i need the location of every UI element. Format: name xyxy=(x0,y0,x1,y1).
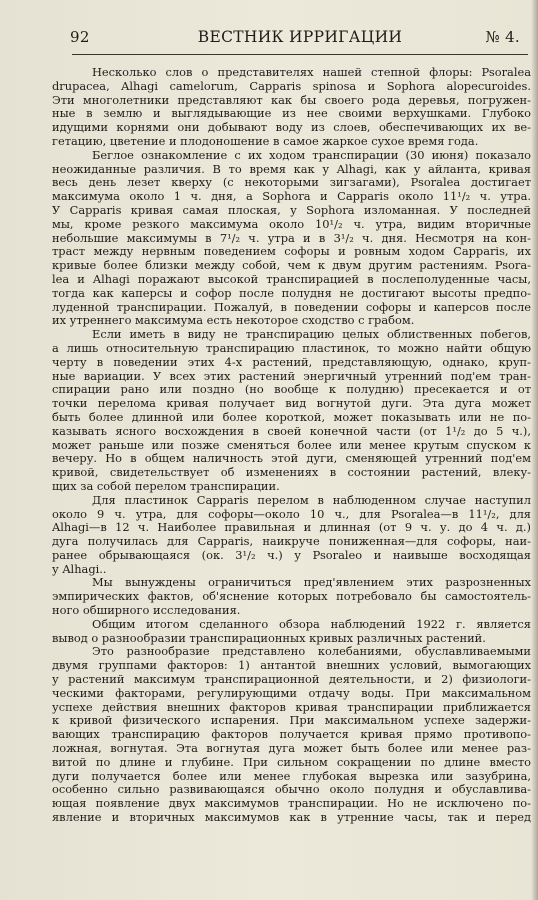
text-line: явление и вторичных максимумов как в утренние часы, так и перед xyxy=(52,811,531,825)
text-line: Если иметь в виду не транспирацию целых облиственных побегов, xyxy=(92,328,531,342)
text-line: луденной транспирации. Пожалуй, в поведении софоры и каперсов после xyxy=(52,300,531,314)
issue-number: № 4. xyxy=(485,28,520,46)
text-line: вечеру. Но в общем наличность этой дуги, сменяющей утренний под'ем xyxy=(52,452,531,466)
text-line: эмпирических фактов, об'яснение которых потребовало бы самостоятель- xyxy=(52,590,531,604)
text-line: ные вариации. У всех этих растений энергичный утренний под'ем тран- xyxy=(52,369,531,383)
article-body xyxy=(52,66,531,825)
text-line: их утреннего максимума есть некоторое сходство с грабом. xyxy=(52,314,415,328)
text-line: Для пластинок Capparis перелом в наблюденном случае наступил xyxy=(92,493,531,507)
text-line: гетацию, цветение и плодоношение в самое жаркое сухое время года. xyxy=(52,134,479,148)
text-line: у растений максимум транспирационной деятельности, и 2) физиологи- xyxy=(52,673,531,687)
text-line: у Alhagi.. xyxy=(52,562,107,576)
text-line: точки перелома кривая получает вид вогнутой дуги. Эта дуга может xyxy=(52,397,531,411)
text-line: щих за собой перелом транспирации. xyxy=(52,479,280,493)
text-line: drupacea, Alhagi camelorum, Capparis spinosa и Sophora alopecuroides. xyxy=(52,79,531,93)
text-line: кривой, свидетельствует об изменениях в состоянии растений, влеку- xyxy=(52,466,531,480)
text-line: к кривой физического испарения. При максимальном успехе задержи- xyxy=(52,714,531,728)
text-line: ранее обрывающаяся (ок. 3¹/₂ ч.) у Psoraleo и наивыше восходящая xyxy=(52,548,531,562)
text-line: Это разнообразие представлено колебаниями, обуславливаемыми xyxy=(92,645,531,659)
text-line: двумя группами факторов: 1) антантой внешних условий, вымогающих xyxy=(52,659,531,673)
text-line: быть более длинной или более короткой, может показывать или не по- xyxy=(52,410,531,424)
page-number: 92 xyxy=(70,28,90,46)
text-line: вывод о разнообразии транспирационных кривых различных растений. xyxy=(52,631,486,645)
text-line: неожиданные различия. В то время как у Alhagi, как у айланта, кривая xyxy=(52,162,531,176)
text-line: траст между нервным поведением софоры и ровным ходом Capparis, их xyxy=(52,245,531,259)
text-line: lea и Alhagi поражают высокой транспирацией в послеполуденные часы, xyxy=(52,272,531,286)
page-edge-shadow xyxy=(531,0,538,900)
text-line: может раньше или позже сменяться более или менее крутым спуском к xyxy=(52,438,531,452)
text-line: У Capparis кривая самая плоская, у Sophora изломанная. У последней xyxy=(52,203,531,217)
text-line: спирации рано или поздно (но вообще к полудню) пресекается и от xyxy=(52,383,531,397)
text-line: особенно сильно развивающаяся обычно около полудня и обуславлива- xyxy=(52,783,531,797)
text-line: ческими факторами, регулирующими отдачу воды. При максимальном xyxy=(52,686,531,700)
text-line: Alhagi—в 12 ч. Наиболее правильная и длинная (от 9 ч. у. до 4 ч. д.) xyxy=(52,521,531,535)
text-line: успехе действия внешних факторов кривая транспирации приближается xyxy=(52,700,531,714)
text-line: весь день лезет кверху (с некоторыми зигзагами), Psoralea достигает xyxy=(52,176,531,190)
text-line: ные в землю и выглядывающие из нее своими верхушками. Глубоко xyxy=(52,107,531,121)
text-line: дуги получается более или менее глубокая вырезка или зазубрина, xyxy=(52,769,531,783)
text-line: дуга получилась для Capparis, наикруче пониженная—для софоры, наи- xyxy=(52,535,531,549)
text-line: идущими корнями они добывают воду из слоев, обеспечивающих их ве- xyxy=(52,121,531,135)
journal-title: ВЕСТНИК ИРРИГАЦИИ xyxy=(197,28,403,46)
text-line: ложная, вогнутая. Эта вогнутая дуга может быть более или менее раз- xyxy=(52,742,531,756)
text-line: Общим итогом сделанного обзора наблюдений 1922 г. является xyxy=(92,617,531,631)
text-line: небольшие максимумы в 7¹/₂ ч. утра и в 3¹/₂ ч. дня. Несмотря на кон- xyxy=(52,231,531,245)
text-line: Эти многолетники представляют как бы своего рода деревья, погружен- xyxy=(52,93,531,107)
text-line: Беглое ознакомление с их ходом транспирации (30 июня) показало xyxy=(92,148,531,162)
text-line: вающих транспирацию факторов получается кривая прямо противопо- xyxy=(52,728,531,742)
text-line: около 9 ч. утра, для софоры—около 10 ч., для Psoralea—в 11¹/₂, для xyxy=(52,507,531,521)
text-line: казывать ясного восхождения в своей конечной части (от 1¹/₂ до 5 ч.), xyxy=(52,424,531,438)
page-header xyxy=(70,28,530,52)
text-line: Мы вынуждены ограничиться пред'явлением этих разрозненных xyxy=(92,576,531,590)
header-rule xyxy=(72,54,528,55)
text-line: черту в поведении этих 4-х растений, представляющую, однако, круп- xyxy=(52,355,531,369)
text-line: ющая появление двух максимумов транспирации. Но не исключено по- xyxy=(52,797,531,811)
text-line: Несколько слов о представителях нашей степной флоры: Psoralea xyxy=(92,66,531,79)
text-line: кривые более близки между собой, чем к двум другим растениям. Psora- xyxy=(52,259,531,273)
text-line: тогда как каперсы и софор после полудня не достигают высоты предпо- xyxy=(52,286,531,300)
text-line: витой по длине и глубине. При сильном сокращении по длине вместо xyxy=(52,755,531,769)
text-line: мы, кроме резкого максимума около 10¹/₂ ч. утра, видим вторичные xyxy=(52,217,531,231)
text-line: максимума около 1 ч. дня, а Sophora и Capparis около 11¹/₂ ч. утра. xyxy=(52,190,531,204)
text-line: а лишь относительную транспирацию пластинок, то можно найти общую xyxy=(52,341,531,355)
text-line: ного обширного исследования. xyxy=(52,604,241,618)
